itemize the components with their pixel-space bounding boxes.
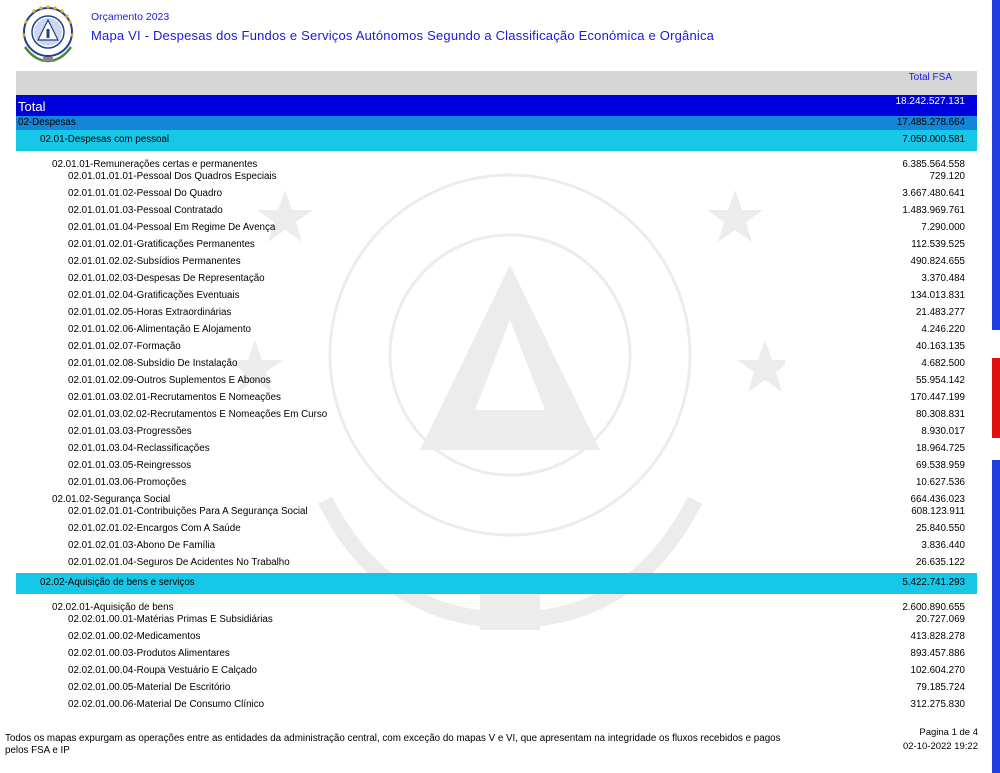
row-value: 4.246.220 — [921, 324, 965, 335]
row-label: 02.01.01.02.08-Subsídio De Instalação — [68, 358, 238, 369]
page-title: Mapa VI - Despesas dos Fundos e Serviços Autónomos Segundo a Classificação Económica e Orgânica — [91, 28, 715, 43]
row-value: 25.840.550 — [915, 523, 965, 534]
table-row — [16, 630, 977, 647]
subgroup-value: 2.600.890.655 — [902, 602, 965, 613]
column-header-bar — [16, 71, 977, 95]
row-label: 02.01.01.03.05-Reingressos — [68, 460, 192, 471]
row-label: 02.01.01.03.04-Reclassificações — [68, 443, 210, 454]
side-marker-blue-lower — [992, 460, 1000, 773]
table-row — [16, 613, 977, 630]
row-label: 02.01.02.01.02-Encargos Com A Saúde — [68, 523, 241, 534]
subgroup-label: 02.02.01-Aquisição de bens — [52, 602, 174, 613]
table-row — [16, 289, 977, 306]
subgroup-row-seguranca-social — [16, 493, 977, 505]
table-row — [16, 556, 977, 573]
table-row — [16, 647, 977, 664]
row-value: 4.682.500 — [921, 358, 965, 369]
row-value: 80.308.831 — [915, 409, 965, 420]
row-value: 102.604.270 — [910, 665, 965, 676]
row-value: 40.163.135 — [915, 341, 965, 352]
row-value: 55.954.142 — [915, 375, 965, 386]
table-row — [16, 408, 977, 425]
row-label: 02.01.01.02.09-Outros Suplementos E Abonos — [68, 375, 271, 386]
row-value: 893.457.886 — [910, 648, 965, 659]
row-value: 134.013.831 — [910, 290, 965, 301]
table-row — [16, 374, 977, 391]
row-value: 69.538.959 — [915, 460, 965, 471]
row-value: 20.727.069 — [915, 614, 965, 625]
table-row — [16, 425, 977, 442]
column-header-total-fsa: Total FSA — [908, 72, 952, 83]
row-value: 170.447.199 — [910, 392, 965, 403]
emblem-icon — [17, 3, 79, 65]
row-label: 02.01.02.01.01-Contribuições Para A Segurança Social — [68, 506, 308, 517]
table-row — [16, 221, 977, 238]
despesas-row — [16, 116, 977, 130]
despesas-label: 02-Despesas — [18, 117, 76, 128]
row-label: 02.01.01.01.03-Pessoal Contratado — [68, 205, 223, 216]
row-label: 02.02.01.00.04-Roupa Vestuário E Calçado — [68, 665, 257, 676]
row-label: 02.01.01.03.02.01-Recrutamentos E Nomeações — [68, 392, 281, 403]
row-value: 21.483.277 — [915, 307, 965, 318]
group-row-aquisicao — [16, 573, 977, 594]
subgroup-label: 02.01.02-Segurança Social — [52, 494, 171, 505]
row-label: 02.02.01.00.06-Material De Consumo Clínico — [68, 699, 265, 710]
row-value: 729.120 — [929, 171, 965, 182]
table-row — [16, 204, 977, 221]
subgroup-value: 6.385.564.558 — [902, 159, 965, 170]
group-row-pessoal — [16, 130, 977, 151]
row-label: 02.01.01.02.06-Alimentação E Alojamento — [68, 324, 251, 335]
row-label: 02.01.01.01.02-Pessoal Do Quadro — [68, 188, 223, 199]
table-row — [16, 505, 977, 522]
print-date: 02-10-2022 19:22 — [902, 741, 978, 752]
total-value: 18.242.527.131 — [895, 96, 965, 107]
side-marker-blue — [992, 0, 1000, 330]
coat-of-arms-logo — [17, 3, 79, 65]
budget-year: Orçamento 2023 — [91, 11, 170, 23]
row-label: 02.01.02.01.03-Abono De Família — [68, 540, 216, 551]
row-value: 18.964.725 — [915, 443, 965, 454]
group-label: 02.01-Despesas com pessoal — [40, 134, 170, 145]
group-value: 5.422.741.293 — [902, 577, 965, 588]
row-label: 02.01.01.02.02-Subsídios Permanentes — [68, 256, 241, 267]
row-label: 02.01.01.03.02.02-Recrutamentos E Nomeações Em Curso — [68, 409, 328, 420]
table-row — [16, 272, 977, 289]
row-label: 02.01.02.01.04-Seguros De Acidentes No Trabalho — [68, 557, 290, 568]
subgroup-value: 664.436.023 — [910, 494, 965, 505]
table-row — [16, 323, 977, 340]
row-label: 02.02.01.00.03-Produtos Alimentares — [68, 648, 230, 659]
table-row — [16, 170, 977, 187]
table-row — [16, 187, 977, 204]
table-row — [16, 698, 977, 715]
total-row — [16, 95, 977, 116]
table-row — [16, 391, 977, 408]
table-row — [16, 539, 977, 556]
row-value: 26.635.122 — [915, 557, 965, 568]
row-value: 413.828.278 — [910, 631, 965, 642]
row-value: 490.824.655 — [910, 256, 965, 267]
row-label: 02.01.01.03.06-Promoções — [68, 477, 187, 488]
side-marker-red — [992, 358, 1000, 438]
row-value: 608.123.911 — [911, 506, 965, 517]
subgroup-row-remuneracoes — [16, 158, 977, 170]
table-row — [16, 255, 977, 272]
total-label: Total — [18, 99, 46, 114]
table-row — [16, 442, 977, 459]
subgroup-label: 02.01.01-Remunerações certas e permanentes — [52, 159, 258, 170]
row-label: 02.01.01.02.01-Gratificações Permanentes — [68, 239, 255, 250]
row-label: 02.01.01.01.04-Pessoal Em Regime De Avença — [68, 222, 276, 233]
table-row — [16, 681, 977, 698]
group-value: 7.050.000.581 — [902, 134, 965, 145]
table-row — [16, 664, 977, 681]
row-label: 02.02.01.00.01-Matérias Primas E Subsidiárias — [68, 614, 273, 625]
table-row — [16, 306, 977, 323]
row-value: 8.930.017 — [921, 426, 965, 437]
row-value: 3.836.440 — [921, 540, 965, 551]
table-row — [16, 238, 977, 255]
row-label: 02.01.01.02.03-Despesas De Representação — [68, 273, 265, 284]
row-label: 02.01.01.02.05-Horas Extraordinárias — [68, 307, 232, 318]
row-label: 02.01.01.02.07-Formação — [68, 341, 181, 352]
table-row — [16, 522, 977, 539]
subgroup-row-aquisicao-bens — [16, 601, 977, 613]
row-value: 1.483.969.761 — [902, 205, 965, 216]
table-row — [16, 459, 977, 476]
row-value: 10.627.536 — [915, 477, 965, 488]
page-number: Pagina 1 de 4 — [919, 727, 978, 738]
table-row — [16, 340, 977, 357]
row-label: 02.01.01.03.03-Progressões — [68, 426, 192, 437]
expenses-table — [16, 95, 977, 715]
row-value: 3.667.480.641 — [902, 188, 965, 199]
footer-note: Todos os mapas expurgam as operações entre as entidades da administração central, com exceção do mapas V e VI, que apresentam na integridade os fluxos recebidos e pagos pelos FSA e IP — [5, 733, 781, 756]
despesas-value: 17.485.278.664 — [896, 117, 965, 128]
row-value: 3.370.484 — [921, 273, 965, 284]
row-label: 02.01.01.01.01-Pessoal Dos Quadros Especiais — [68, 171, 277, 182]
row-label: 02.02.01.00.02-Medicamentos — [68, 631, 201, 642]
row-value: 7.290.000 — [921, 222, 965, 233]
table-row — [16, 357, 977, 374]
row-value: 312.275.830 — [910, 699, 965, 710]
table-row — [16, 476, 977, 493]
row-value: 112.539.525 — [911, 239, 965, 250]
row-label: 02.02.01.00.05-Material De Escritório — [68, 682, 231, 693]
row-label: 02.01.01.02.04-Gratificações Eventuais — [68, 290, 240, 301]
group-label: 02.02-Aquisição de bens e serviços — [40, 577, 195, 588]
row-value: 79.185.724 — [915, 682, 965, 693]
